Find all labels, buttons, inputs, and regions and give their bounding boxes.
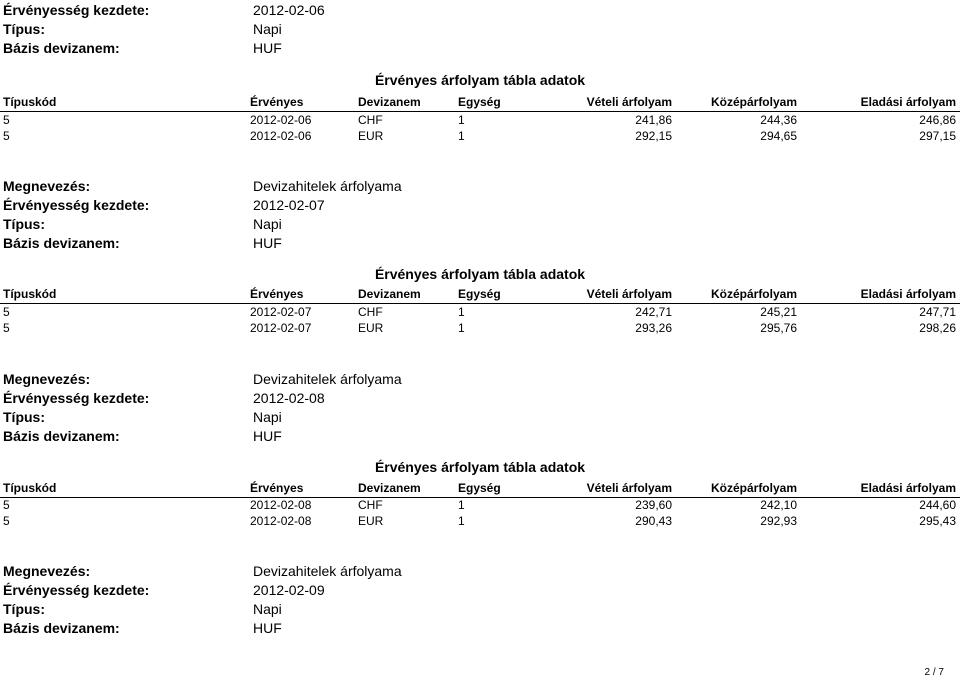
type-label: Típus: [3, 409, 45, 425]
col-egyseg: Egység [458, 287, 501, 301]
valid-from-row [3, 197, 953, 215]
type-row [3, 21, 953, 39]
name-value: Devizahitelek árfolyama [253, 371, 402, 387]
cell-ervenyes: 2012-02-08 [250, 498, 312, 512]
valid-from-label: Érvényesség kezdete: [3, 197, 150, 213]
cell-egyseg: 1 [458, 305, 465, 319]
type-label: Típus: [3, 216, 45, 232]
valid-from-row [3, 582, 953, 600]
type-value: Napi [253, 216, 282, 232]
cell-egyseg: 1 [458, 321, 465, 335]
table-header [0, 481, 960, 498]
base-currency-value: HUF [253, 620, 282, 636]
cell-egyseg: 1 [458, 113, 465, 127]
base-currency-label: Bázis devizanem: [3, 40, 120, 56]
cell-egyseg: 1 [458, 129, 465, 143]
base-currency-row [3, 428, 953, 446]
table-row [0, 498, 960, 514]
col-eladasi: Eladási árfolyam [860, 287, 956, 301]
base-currency-value: HUF [253, 428, 282, 444]
cell-ervenyes: 2012-02-06 [250, 113, 312, 127]
col-kozep: Középárfolyam [710, 287, 797, 301]
cell-devizanem: CHF [358, 498, 383, 512]
col-veteli: Vételi árfolyam [586, 481, 672, 495]
cell-egyseg: 1 [458, 498, 465, 512]
col-tipuskod: Típuskód [3, 287, 57, 301]
cell-ervenyes: 2012-02-07 [250, 305, 312, 319]
cell-eladasi: 295,43 [919, 514, 956, 528]
cell-tipuskod: 5 [3, 113, 10, 127]
col-tipuskod: Típuskód [3, 481, 57, 495]
col-devizanem: Devizanem [358, 95, 421, 109]
table-title: Érvényes árfolyam tábla adatok [374, 72, 586, 88]
valid-from-value: 2012-02-08 [253, 390, 325, 406]
cell-veteli: 242,71 [635, 305, 672, 319]
name-value: Devizahitelek árfolyama [253, 178, 402, 194]
name-value: Devizahitelek árfolyama [253, 563, 402, 579]
valid-from-row [3, 2, 953, 20]
cell-eladasi: 247,71 [919, 305, 956, 319]
name-label: Megnevezés: [3, 371, 91, 387]
col-veteli: Vételi árfolyam [586, 95, 672, 109]
cell-devizanem: EUR [358, 321, 384, 335]
cell-kozep: 295,76 [760, 321, 797, 335]
valid-from-label: Érvényesség kezdete: [3, 390, 150, 406]
cell-ervenyes: 2012-02-06 [250, 129, 312, 143]
name-label: Megnevezés: [3, 178, 91, 194]
cell-tipuskod: 5 [3, 129, 10, 143]
type-row [3, 409, 953, 427]
cell-veteli: 241,86 [635, 113, 672, 127]
type-row [3, 601, 953, 619]
cell-eladasi: 244,60 [919, 498, 956, 512]
valid-from-value: 2012-02-09 [253, 582, 325, 598]
valid-from-label: Érvényesség kezdete: [3, 2, 150, 18]
valid-from-label: Érvényesség kezdete: [3, 582, 150, 598]
col-ervenyes: Érvényes [250, 95, 304, 109]
cell-devizanem: CHF [358, 305, 383, 319]
col-kozep: Középárfolyam [710, 95, 797, 109]
cell-ervenyes: 2012-02-07 [250, 321, 312, 335]
table-row [0, 113, 960, 129]
type-row [3, 216, 953, 234]
cell-ervenyes: 2012-02-08 [250, 514, 312, 528]
col-egyseg: Egység [458, 95, 501, 109]
type-value: Napi [253, 601, 282, 617]
cell-kozep: 245,21 [760, 305, 797, 319]
cell-veteli: 292,15 [635, 129, 672, 143]
cell-eladasi: 246,86 [919, 113, 956, 127]
col-ervenyes: Érvényes [250, 481, 304, 495]
type-label: Típus: [3, 21, 45, 37]
col-kozep: Középárfolyam [710, 481, 797, 495]
base-currency-label: Bázis devizanem: [3, 620, 120, 636]
cell-kozep: 292,93 [760, 514, 797, 528]
col-egyseg: Egység [458, 481, 501, 495]
valid-from-value: 2012-02-06 [253, 2, 325, 18]
table-header [0, 287, 960, 304]
cell-egyseg: 1 [458, 514, 465, 528]
col-eladasi: Eladási árfolyam [860, 481, 956, 495]
base-currency-row [3, 40, 953, 58]
col-veteli: Vételi árfolyam [586, 287, 672, 301]
base-currency-value: HUF [253, 235, 282, 251]
type-value: Napi [253, 21, 282, 37]
base-currency-row [3, 620, 953, 638]
cell-eladasi: 298,26 [919, 321, 956, 335]
name-label: Megnevezés: [3, 563, 91, 579]
name-row [3, 563, 953, 581]
col-devizanem: Devizanem [358, 481, 421, 495]
type-value: Napi [253, 409, 282, 425]
name-row [3, 178, 953, 196]
base-currency-label: Bázis devizanem: [3, 428, 120, 444]
table-row [0, 321, 960, 337]
table-row [0, 305, 960, 321]
name-row [3, 371, 953, 389]
table-title: Érvényes árfolyam tábla adatok [374, 266, 586, 282]
cell-tipuskod: 5 [3, 305, 10, 319]
base-currency-label: Bázis devizanem: [3, 235, 120, 251]
cell-devizanem: EUR [358, 514, 384, 528]
cell-kozep: 242,10 [760, 498, 797, 512]
cell-tipuskod: 5 [3, 514, 10, 528]
table-row [0, 514, 960, 530]
cell-veteli: 290,43 [635, 514, 672, 528]
col-eladasi: Eladási árfolyam [860, 95, 956, 109]
table-title: Érvényes árfolyam tábla adatok [374, 459, 586, 475]
table-header [0, 95, 960, 112]
cell-veteli: 239,60 [635, 498, 672, 512]
cell-devizanem: CHF [358, 113, 383, 127]
col-ervenyes: Érvényes [250, 287, 304, 301]
cell-devizanem: EUR [358, 129, 384, 143]
valid-from-value: 2012-02-07 [253, 197, 325, 213]
base-currency-row [3, 235, 953, 253]
page-number: 2 / 7 [924, 667, 944, 678]
col-tipuskod: Típuskód [3, 95, 57, 109]
table-row [0, 129, 960, 145]
base-currency-value: HUF [253, 40, 282, 56]
cell-kozep: 244,36 [760, 113, 797, 127]
cell-veteli: 293,26 [635, 321, 672, 335]
cell-eladasi: 297,15 [919, 129, 956, 143]
cell-tipuskod: 5 [3, 321, 10, 335]
cell-tipuskod: 5 [3, 498, 10, 512]
type-label: Típus: [3, 601, 45, 617]
cell-kozep: 294,65 [760, 129, 797, 143]
col-devizanem: Devizanem [358, 287, 421, 301]
valid-from-row [3, 390, 953, 408]
